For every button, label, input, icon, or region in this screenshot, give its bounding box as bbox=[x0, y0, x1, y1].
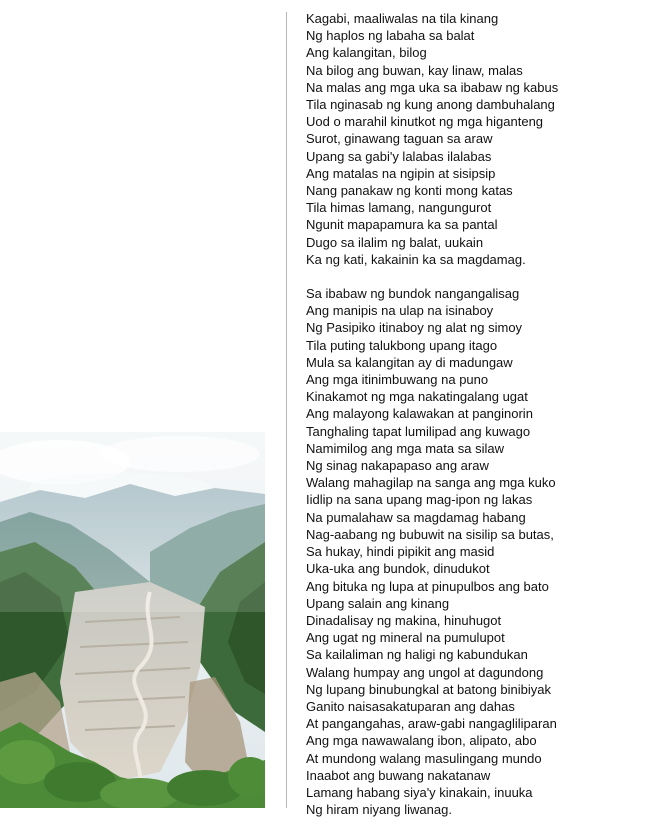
poem-line: Ka ng kati, kakainin ka sa magdamag. bbox=[306, 251, 526, 267]
poem-line: Ang manipis na ulap na isinaboy bbox=[306, 303, 494, 319]
poem-line: Dinadalisay ng makina, hinuhugot bbox=[306, 612, 502, 628]
poem-line: Ng lupang binubungkal at batong binibiyak bbox=[306, 681, 552, 697]
poem-line: Walang mahagilap na sanga ang mga kuko bbox=[306, 475, 556, 491]
mountain-valley-mine-photo bbox=[0, 432, 265, 808]
poem-line: Ngunit mapapamura ka sa pantal bbox=[306, 217, 498, 233]
poem-line: Upang salain ang kinang bbox=[306, 595, 450, 611]
poem-line: At mundong walang masulingang mundo bbox=[306, 750, 542, 766]
poem-stanza-2 bbox=[306, 285, 651, 818]
poem-line: Nag-aabang ng bubuwit na sisilip sa butas, bbox=[306, 526, 554, 542]
poem-line: Ang malayong kalawakan at panginorin bbox=[306, 406, 533, 422]
poem-stanza-1 bbox=[306, 10, 651, 268]
poem-line: Tanghaling tapat lumilipad ang kuwago bbox=[306, 423, 531, 439]
poem-line: Mula sa kalangitan ay di madungaw bbox=[306, 354, 513, 370]
poem-line: Ng haplos ng labaha sa balat bbox=[306, 28, 475, 44]
poem-line: Upang sa gabi'y lalabas ilalabas bbox=[306, 148, 492, 164]
poem-line: Ng hiram niyang liwanag. bbox=[306, 802, 452, 818]
poem-line: Namimilog ang mga mata sa silaw bbox=[306, 440, 504, 456]
poem-line: Tila nginasab ng kung anong dambuhalang bbox=[306, 97, 555, 113]
poem-line: Tila himas lamang, nangungurot bbox=[306, 200, 492, 216]
poem-line: Ang ugat ng mineral na pumulupot bbox=[306, 630, 505, 646]
poem-line: Na pumalahaw sa magdamag habang bbox=[306, 509, 526, 525]
vertical-divider bbox=[286, 12, 287, 808]
poem-line: Uod o marahil kinutkot ng mga higanteng bbox=[306, 114, 544, 130]
poem-line: Nang panakaw ng konti mong katas bbox=[306, 183, 513, 199]
poem-line: Walang humpay ang ungol at dagundong bbox=[306, 664, 544, 680]
poem bbox=[306, 10, 651, 835]
poem-line: Na malas ang mga uka sa ibabaw ng kabus bbox=[306, 79, 559, 95]
poem-line: Ng sinag nakapapaso ang araw bbox=[306, 458, 489, 474]
poem-line: Dugo sa ilalim ng balat, uukain bbox=[306, 234, 484, 250]
poem-line: Kagabi, maaliwalas na tila kinang bbox=[306, 11, 499, 26]
poem-line: Ang mga itinimbuwang na puno bbox=[306, 372, 489, 388]
poem-line: Iidlip na sana upang mag-ipon ng lakas bbox=[306, 492, 533, 508]
poem-line: Tila puting talukbong upang itago bbox=[306, 337, 498, 353]
poem-line: At pangangahas, araw-gabi nangagliliparan bbox=[306, 716, 557, 732]
poem-line: Uka-uka ang bundok, dinudukot bbox=[306, 561, 490, 577]
poem-line: Ganito naisasakatuparan ang dahas bbox=[306, 698, 515, 714]
poem-line: Ang matalas na ngipin at sisipsip bbox=[306, 165, 496, 181]
poem-line: Sa ibabaw ng bundok nangangalisag bbox=[306, 286, 520, 302]
poem-line: Ang mga nawawalang ibon, alipato, abo bbox=[306, 733, 537, 749]
poem-line: Kinakamot ng mga nakatingalang ugat bbox=[306, 389, 528, 405]
poem-line: Na bilog ang buwan, kay linaw, malas bbox=[306, 62, 523, 78]
poem-line: Ang bituka ng lupa at pinupulbos ang bato bbox=[306, 578, 549, 594]
poem-line: Ang kalangitan, bilog bbox=[306, 45, 427, 61]
poem-line: Ng Pasipiko itinaboy ng alat ng simoy bbox=[306, 320, 523, 336]
poem-line: Inaabot ang buwang nakatanaw bbox=[306, 767, 491, 783]
poem-line: Surot, ginawang taguan sa araw bbox=[306, 131, 493, 147]
poem-line: Lamang habang siya'y kinakain, inuuka bbox=[306, 784, 533, 800]
poem-line: Sa hukay, hindi pipikit ang masid bbox=[306, 544, 495, 560]
poem-line: Sa kailaliman ng haligi ng kabundukan bbox=[306, 647, 528, 663]
